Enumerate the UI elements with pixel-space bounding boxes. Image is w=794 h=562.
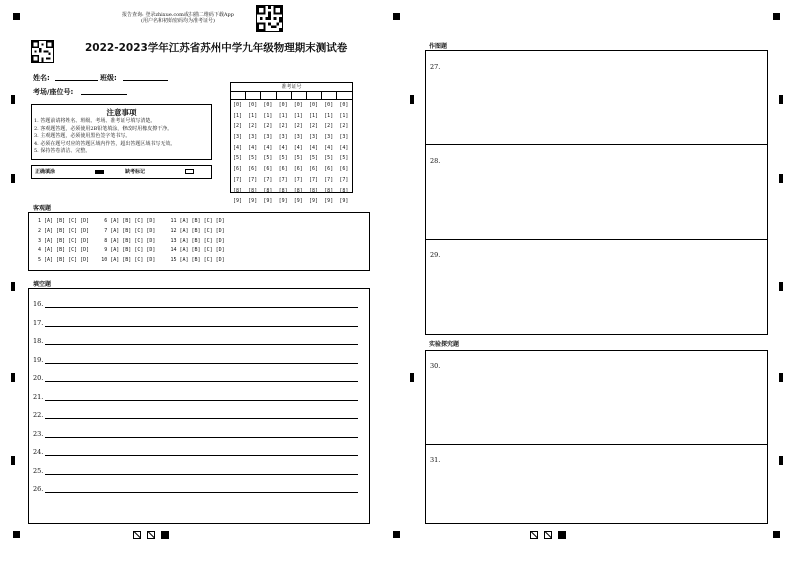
fill-blank-number: 19. [33, 355, 44, 364]
note-item: 5. 保持答卷清洁、完整。 [34, 148, 91, 155]
question-31-number: 31. [430, 456, 441, 464]
correct-fill-sample [95, 170, 104, 174]
fill-blank-number: 16. [33, 300, 44, 308]
timing-mark [779, 373, 783, 382]
fill-blank-number: 24. [33, 448, 44, 456]
exam-id-digit-bubble[interactable]: [1] [308, 112, 319, 119]
timing-mark [11, 95, 15, 104]
exam-id-digit-bubble[interactable]: [5] [293, 155, 303, 162]
exam-id-digit-bubble[interactable]: [4] [248, 144, 258, 151]
exam-id-column [322, 100, 335, 207]
exam-id-digit-bubble[interactable]: [3] [324, 134, 334, 141]
exam-id-digit-bubble[interactable]: [0] [232, 102, 243, 108]
exam-id-digit-bubble[interactable]: [9] [308, 198, 319, 205]
exam-id-digit-bubble[interactable]: [0] [339, 102, 349, 108]
fill-blank-number: 18. [33, 337, 44, 345]
mc-row[interactable]: 3 [A] [B] [C] [D] 8 [A] [B] [C] [D] 13 [A] [B] [C] [D] [38, 238, 225, 244]
note-item: 1. 答题前请将姓名、班级、考场、准考证号填写清楚。 [34, 118, 156, 124]
fill-blank-answer-line[interactable] [45, 400, 358, 401]
exam-id-digit-bubble[interactable]: [2] [263, 123, 273, 130]
exam-id-digit-bubble[interactable]: [9] [232, 198, 243, 205]
alignment-mark-top-right [773, 13, 780, 20]
name-label: 姓名: [33, 74, 50, 82]
drawing-divider [426, 239, 767, 240]
note-item: 4. 必须在题号对应的答题区域内作答，超出答题区域书写无效。 [34, 140, 176, 147]
page-code-box-left-1 [133, 531, 141, 539]
mc-row[interactable]: 4 [A] [B] [C] [D] 9 [A] [B] [C] [D] 14 [A] [B] [C] [D] [38, 247, 225, 253]
page-code-box-left-2 [147, 531, 155, 539]
exam-id-digit-bubble[interactable]: [7] [324, 176, 334, 183]
alignment-mark-bottom-left [13, 531, 20, 538]
exam-id-digit-bubble[interactable]: [4] [324, 144, 334, 151]
page-code-box-right-2 [544, 531, 552, 539]
fill-blank-answer-line[interactable] [45, 418, 358, 419]
exam-id-digit-bubble[interactable]: [3] [248, 134, 258, 141]
exam-id-digit-bubble[interactable]: [4] [263, 144, 273, 151]
question-30-number: 30. [430, 362, 441, 370]
exam-id-digit-bubble[interactable]: [8] [263, 187, 273, 194]
experiment-divider [426, 444, 767, 445]
report-notice-line1: 报告查询: 登录zhixue.com或扫描二维码下载App [122, 12, 234, 18]
exam-id-digit-bubble[interactable]: [2] [293, 123, 303, 130]
exam-id-digit-bubble[interactable]: [2] [324, 123, 334, 130]
exam-id-digit-bubble[interactable]: [1] [293, 112, 303, 119]
exam-id-digit-bubble[interactable]: [3] [339, 134, 349, 141]
exam-id-digit-bubble[interactable]: [2] [232, 123, 243, 130]
exam-id-digit-bubble[interactable]: [6] [324, 166, 334, 173]
exam-id-digit-bubble[interactable]: [6] [278, 166, 288, 173]
exam-id-digit-bubble[interactable]: [7] [248, 176, 258, 183]
exam-id-digit-bubble[interactable]: [9] [339, 198, 349, 205]
exam-id-digit-bubble[interactable]: [9] [324, 198, 334, 205]
exam-id-digit-bubble[interactable]: [5] [278, 155, 288, 162]
alignment-mark-top-left [13, 13, 20, 20]
timing-mark [779, 456, 783, 465]
exam-id-column [307, 100, 320, 207]
exam-id-digit-bubble[interactable]: [5] [263, 155, 273, 162]
alignment-mark-center-bottom [393, 531, 400, 538]
exam-id-column-divider [336, 91, 337, 99]
exam-id-digit-bubble[interactable]: [0] [293, 102, 303, 108]
exam-id-digit-bubble[interactable]: [0] [248, 102, 258, 108]
note-item: 3. 主观题答题，必须使用黑色签字笔书写。 [34, 133, 131, 140]
fill-blank-number: 20. [33, 374, 44, 382]
exam-id-column-divider [321, 91, 322, 99]
exam-id-digit-bubble[interactable]: [1] [278, 112, 288, 119]
exam-id-digit-bubble[interactable]: [8] [232, 187, 243, 194]
experiment-section-label: 实验探究题 [429, 341, 460, 348]
exam-id-column [246, 100, 259, 207]
exam-id-digit-bubble[interactable]: [4] [232, 144, 243, 151]
experiment-box [425, 350, 768, 524]
exam-id-digit-bubble[interactable]: [1] [248, 112, 258, 119]
exam-id-digit-bubble[interactable]: [3] [263, 134, 273, 141]
exam-id-digit-bubble[interactable]: [8] [324, 187, 334, 194]
report-notice-line2: (用户名和初始密码均为准考证号) [141, 18, 215, 24]
exam-id-digit-bubble[interactable]: [6] [293, 166, 303, 173]
mc-row[interactable]: 2 [A] [B] [C] [D] 7 [A] [B] [C] [D] 12 [A] [B] [C] [D] [38, 228, 225, 234]
fill-blank-answer-line[interactable] [45, 381, 358, 382]
fill-blank-answer-line[interactable] [45, 437, 358, 438]
exam-id-digit-bubble[interactable]: [9] [278, 198, 288, 205]
exam-id-digit-bubble[interactable]: [8] [308, 187, 319, 194]
timing-mark [779, 282, 783, 291]
exam-id-digit-bubble[interactable]: [6] [308, 166, 319, 173]
page-code-box-right-1 [530, 531, 538, 539]
notes-box [31, 104, 212, 160]
fill-blank-box [28, 288, 370, 524]
exam-id-digit-bubble[interactable]: [5] [308, 155, 319, 162]
mc-row[interactable]: 5 [A] [B] [C] [D] 10 [A] [B] [C] [D] 15 [A] [B] [C] [D] [38, 257, 225, 263]
exam-id-column-divider [245, 91, 246, 99]
exam-id-digit-bubble[interactable]: [5] [339, 155, 349, 162]
question-27-number: 27. [430, 63, 441, 71]
fill-blank-number: 21. [33, 392, 44, 401]
fill-blank-number: 17. [33, 318, 44, 327]
fill-blank-answer-line[interactable] [45, 474, 358, 475]
exam-id-digit-bubble[interactable]: [0] [324, 102, 334, 108]
qr-code-top [256, 5, 283, 32]
exam-id-digit-bubble[interactable]: [7] [308, 176, 319, 183]
exam-id-digit-bubble[interactable]: [9] [263, 198, 273, 205]
fill-legend-box [31, 165, 212, 179]
absent-mark-label: 缺考标记 [125, 169, 146, 175]
exam-id-digit-bubble[interactable]: [6] [232, 166, 243, 173]
timing-mark [779, 95, 783, 104]
exam-id-digit-bubble[interactable]: [7] [263, 176, 273, 183]
report-notice [108, 12, 248, 24]
exam-id-digit-bubble[interactable]: [4] [339, 144, 349, 151]
timing-mark [11, 373, 15, 382]
exam-id-column [261, 100, 274, 207]
fill-blank-number: 22. [33, 411, 44, 419]
page-title: 2022-2023学年江苏省苏州中学九年级物理期末测试卷 [85, 42, 348, 54]
timing-mark [410, 95, 414, 104]
exam-id-digit-bubble[interactable]: [1] [324, 112, 334, 119]
timing-mark [11, 456, 15, 465]
exam-id-digit-bubble[interactable]: [5] [232, 155, 243, 162]
exam-id-column-divider [260, 91, 261, 99]
fill-blank-answer-line[interactable] [45, 307, 358, 308]
correct-fill-label: 正确填涂 [35, 169, 56, 175]
note-item: 2. 客观题答题，必须使用2B铅笔填涂，修改时用橡皮擦干净。 [34, 125, 173, 132]
exam-id-digit-bubble[interactable]: [2] [308, 123, 319, 130]
notes-title: 注意事项 [106, 108, 137, 117]
class-label: 班级: [100, 74, 117, 82]
exam-id-column-divider [306, 91, 307, 99]
name-field[interactable] [55, 80, 98, 81]
exam-id-digit-bubble[interactable]: [7] [293, 176, 303, 183]
exam-id-label: 准考证号 [231, 83, 352, 92]
fill-blank-number: 23. [33, 429, 44, 438]
fill-blank-answer-line[interactable] [45, 455, 358, 456]
timing-mark [11, 282, 15, 291]
fill-blank-number: 26. [33, 485, 44, 493]
exam-id-digit-bubble[interactable]: [3] [293, 134, 303, 141]
exam-id-digit-bubble[interactable]: [4] [308, 144, 319, 151]
qr-code-left [31, 40, 54, 63]
exam-id-digit-bubble[interactable]: [8] [339, 187, 349, 194]
exam-id-column-divider [291, 91, 292, 99]
exam-id-digit-bubble[interactable]: [9] [293, 198, 303, 205]
fill-blank-answer-line[interactable] [45, 344, 358, 345]
exam-id-digit-bubble[interactable]: [5] [248, 155, 258, 162]
exam-id-digit-bubble[interactable]: [6] [248, 166, 258, 173]
exam-id-digit-bubble[interactable]: [3] [232, 134, 243, 141]
fill-blank-number: 25. [33, 466, 44, 475]
room-seat-field[interactable] [81, 94, 127, 95]
exam-id-digit-bubble[interactable]: [1] [263, 112, 273, 119]
exam-id-digit-bubble[interactable]: [4] [278, 144, 288, 151]
timing-mark [779, 174, 783, 183]
timing-mark [11, 174, 15, 183]
fill-blank-answer-line[interactable] [45, 492, 358, 493]
exam-id-digit-bubble[interactable]: [3] [308, 134, 319, 141]
exam-id-digit-bubble[interactable]: [5] [324, 155, 334, 162]
mc-row[interactable]: 1 [A] [B] [C] [D] 6 [A] [B] [C] [D] 11 [A] [B] [C] [D] [38, 218, 225, 224]
room-seat-label: 考场/座位号: [33, 88, 74, 96]
exam-id-digit-bubble[interactable]: [0] [263, 102, 273, 108]
exam-id-digit-bubble[interactable]: [6] [263, 166, 273, 173]
question-29-number: 29. [430, 251, 441, 259]
exam-id-digit-bubble[interactable]: [7] [232, 176, 243, 183]
objective-box [28, 212, 370, 271]
drawing-box [425, 50, 768, 335]
question-28-number: 28. [430, 157, 441, 165]
absent-mark-checkbox[interactable] [185, 169, 194, 174]
exam-id-digit-bubble[interactable]: [8] [278, 187, 288, 194]
exam-id-digit-bubble[interactable]: [6] [339, 166, 349, 173]
drawing-divider [426, 144, 767, 145]
exam-id-digit-bubble[interactable]: [2] [248, 123, 258, 130]
exam-id-digit-bubble[interactable]: [8] [248, 187, 258, 194]
exam-id-digit-bubble[interactable]: [9] [248, 198, 258, 205]
exam-id-digit-bubble[interactable]: [0] [278, 102, 288, 108]
exam-id-digit-bubble[interactable]: [7] [339, 176, 349, 183]
exam-id-digit-bubble[interactable]: [2] [278, 123, 288, 130]
drawing-section-label: 作图题 [429, 43, 448, 50]
exam-id-digit-bubble[interactable]: [3] [278, 134, 288, 141]
timing-mark [410, 373, 414, 382]
exam-id-digit-bubble[interactable]: [7] [278, 176, 288, 183]
alignment-mark-center-top [393, 13, 400, 20]
objective-section-label: 客观题 [33, 205, 52, 212]
exam-id-digit-bubble[interactable]: [8] [293, 187, 303, 194]
exam-id-column-divider [276, 91, 277, 99]
fill-blank-answer-line[interactable] [45, 363, 358, 364]
page-code-box-left-3 [161, 531, 169, 539]
exam-id-digit-bubble[interactable]: [1] [232, 112, 243, 119]
page-code-box-right-3 [558, 531, 566, 539]
exam-id-column [337, 100, 350, 207]
exam-id-digit-bubble[interactable]: [2] [339, 123, 349, 130]
class-field[interactable] [123, 80, 168, 81]
exam-id-digit-bubble[interactable]: [4] [293, 144, 303, 151]
fill-blank-section-label: 填空题 [33, 281, 52, 288]
alignment-mark-bottom-right [773, 531, 780, 538]
exam-id-column [231, 100, 244, 207]
exam-id-digit-bubble[interactable]: [1] [339, 112, 349, 119]
fill-blank-answer-line[interactable] [45, 326, 358, 327]
exam-id-digit-bubble[interactable]: [0] [308, 102, 319, 108]
exam-id-column [292, 100, 305, 207]
exam-id-column [277, 100, 290, 207]
